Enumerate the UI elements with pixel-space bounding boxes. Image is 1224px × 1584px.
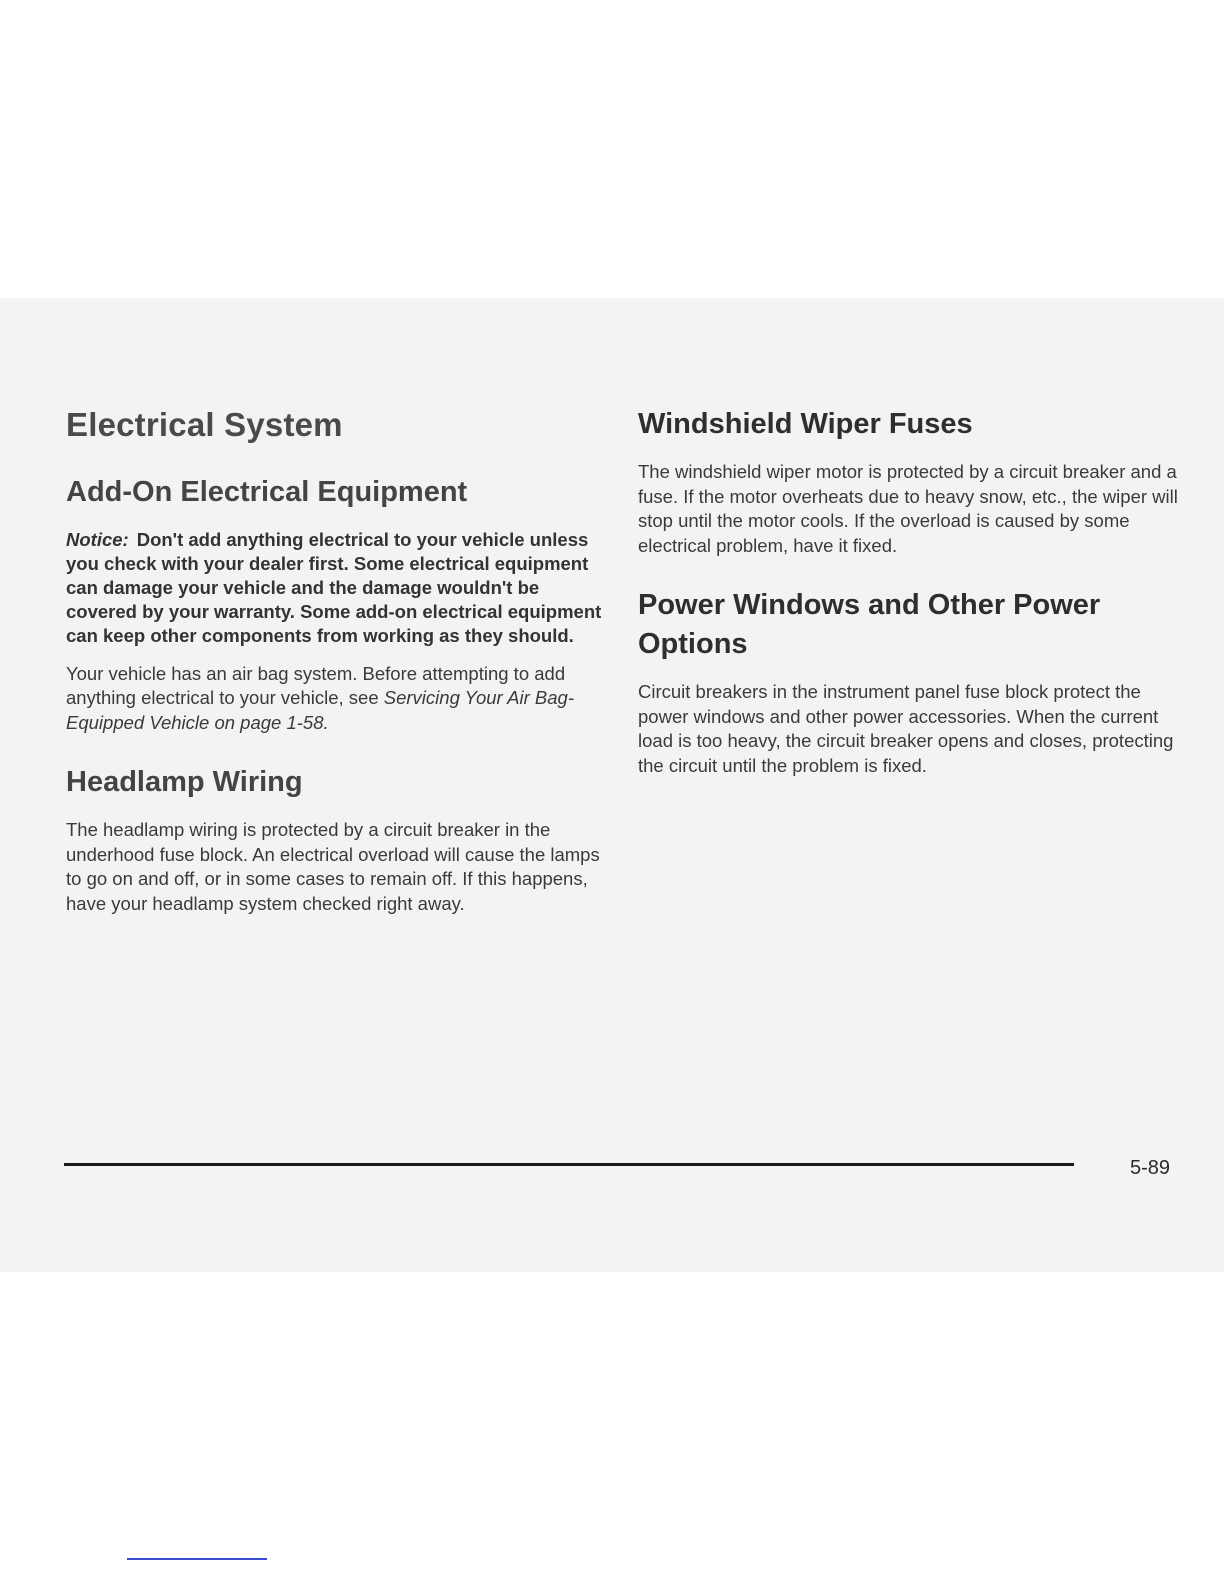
wiper-heading: Windshield Wiper Fuses <box>638 408 973 440</box>
headlamp-paragraph: The headlamp wiring is protected by a circuit breaker in the underhood fuse block. An electrical overload will cause the lamps to go on and off, or in some cases to remain off. If this happens, have your headlamp system checked right away. <box>66 819 600 914</box>
notice-block <box>66 528 606 648</box>
notice-label: Notice: <box>66 528 129 550</box>
addon-paragraph <box>66 662 606 736</box>
page-number: 5-89 <box>1130 1157 1171 1179</box>
section-title: Electrical System <box>66 406 343 443</box>
bottom-link-underline <box>127 1558 267 1560</box>
addon-body-text: Your vehicle has an air bag system. Before attempting to add anything electrical to your vehicle, see <box>66 662 566 709</box>
left-column <box>66 405 606 924</box>
addon-heading: Add-On Electrical Equipment <box>66 475 468 508</box>
headlamp-heading: Headlamp Wiring <box>66 766 303 799</box>
footer-rule <box>64 1163 1074 1166</box>
power-heading: Power Windows and Other Power Options <box>638 589 1101 661</box>
right-column <box>638 405 1183 786</box>
power-paragraph: Circuit breakers in the instrument panel fuse block protect the power windows and other power accessories. When the current load is too heavy, the circuit breaker opens and closes, protecting the circuit until the problem is fixed. <box>638 681 1174 776</box>
wiper-paragraph: The windshield wiper motor is protected by a circuit breaker and a fuse. If the motor overheats due to heavy snow, etc., the wiper will stop until the motor cools. If the overload is caused by some electrical problem, have it fixed. <box>638 461 1178 556</box>
addon-page-reference: Servicing Your Air Bag-Equipped Vehicle on page 1-58. <box>66 687 574 733</box>
notice-text: Don't add anything electrical to your vehicle unless you check with your dealer first. Some electrical equipment can damage your vehicle and the damage wouldn't be covered by your warranty. Some add-on electrical equipment can keep other components from working as they should. <box>66 528 602 646</box>
